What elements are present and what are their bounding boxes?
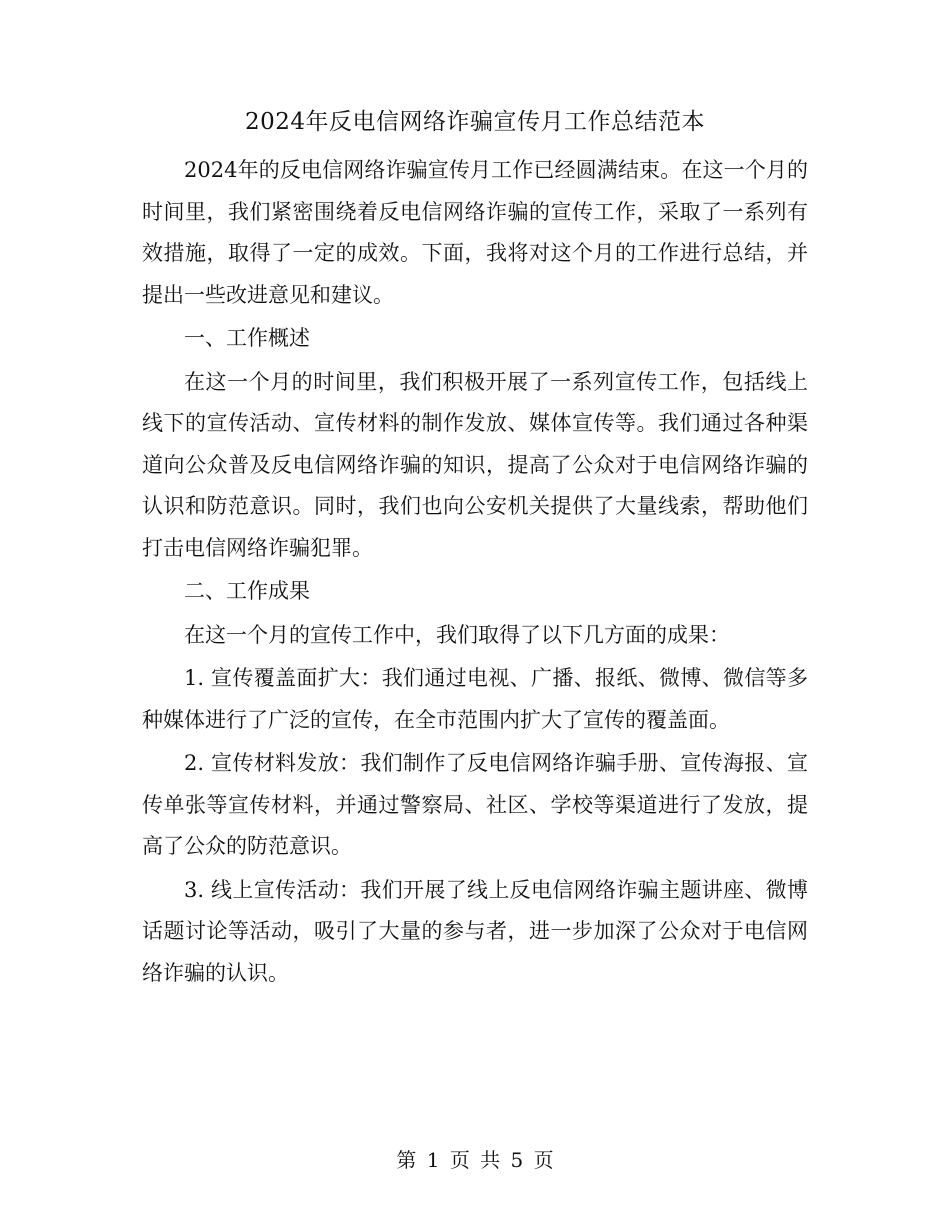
page-number-footer: 第 1 页 共 5 页: [396, 1148, 554, 1172]
paragraph-intro: 2024年的反电信网络诈骗宣传月工作已经圆满结束。在这一个月的时间里，我们紧密围绕着反电信网络诈骗的宣传工作，采取了一系列有效措施，取得了一定的成效。下面，我将对这个月的工作进行总结，并提出一些改进意见和建议。: [142, 158, 808, 307]
section-heading-overview: 一、工作概述: [184, 326, 310, 350]
list-item-materials: 2. 宣传材料发放：我们制作了反电信网络诈骗手册、宣传海报、宣传单张等宣传材料，并通过警察局、社区、学校等渠道进行了发放，提高了公众的防范意识。: [142, 751, 808, 858]
paragraph-results-intro: 在这一个月的宣传工作中，我们取得了以下几方面的成果：: [184, 622, 730, 647]
paragraph-overview: 在这一个月的时间里，我们积极开展了一系列宣传工作，包括线上线下的宣传活动、宣传材料的制作发放、媒体宣传等。我们通过各种渠道向公众普及反电信网络诈骗的知识，提高了公众对于电信网络诈骗的认识和防范意识。同时，我们也向公安机关提供了大量线索，帮助他们打击电信网络诈骗犯罪。: [142, 369, 808, 560]
document-title: 2024年反电信网络诈骗宣传月工作总结范本: [244, 109, 706, 135]
list-item-online-activities: 3. 线上宣传活动：我们开展了线上反电信网络诈骗主题讲座、微博话题讨论等活动，吸引了大量的参与者，进一步加深了公众对于电信网络诈骗的认识。: [142, 877, 808, 985]
document-body: [142, 150, 808, 996]
section-heading-results: 二、工作成果: [184, 579, 310, 603]
list-item-coverage: 1. 宣传覆盖面扩大：我们通过电视、广播、报纸、微博、微信等多种媒体进行了广泛的宣传，在全市范围内扩大了宣传的覆盖面。: [142, 666, 808, 732]
